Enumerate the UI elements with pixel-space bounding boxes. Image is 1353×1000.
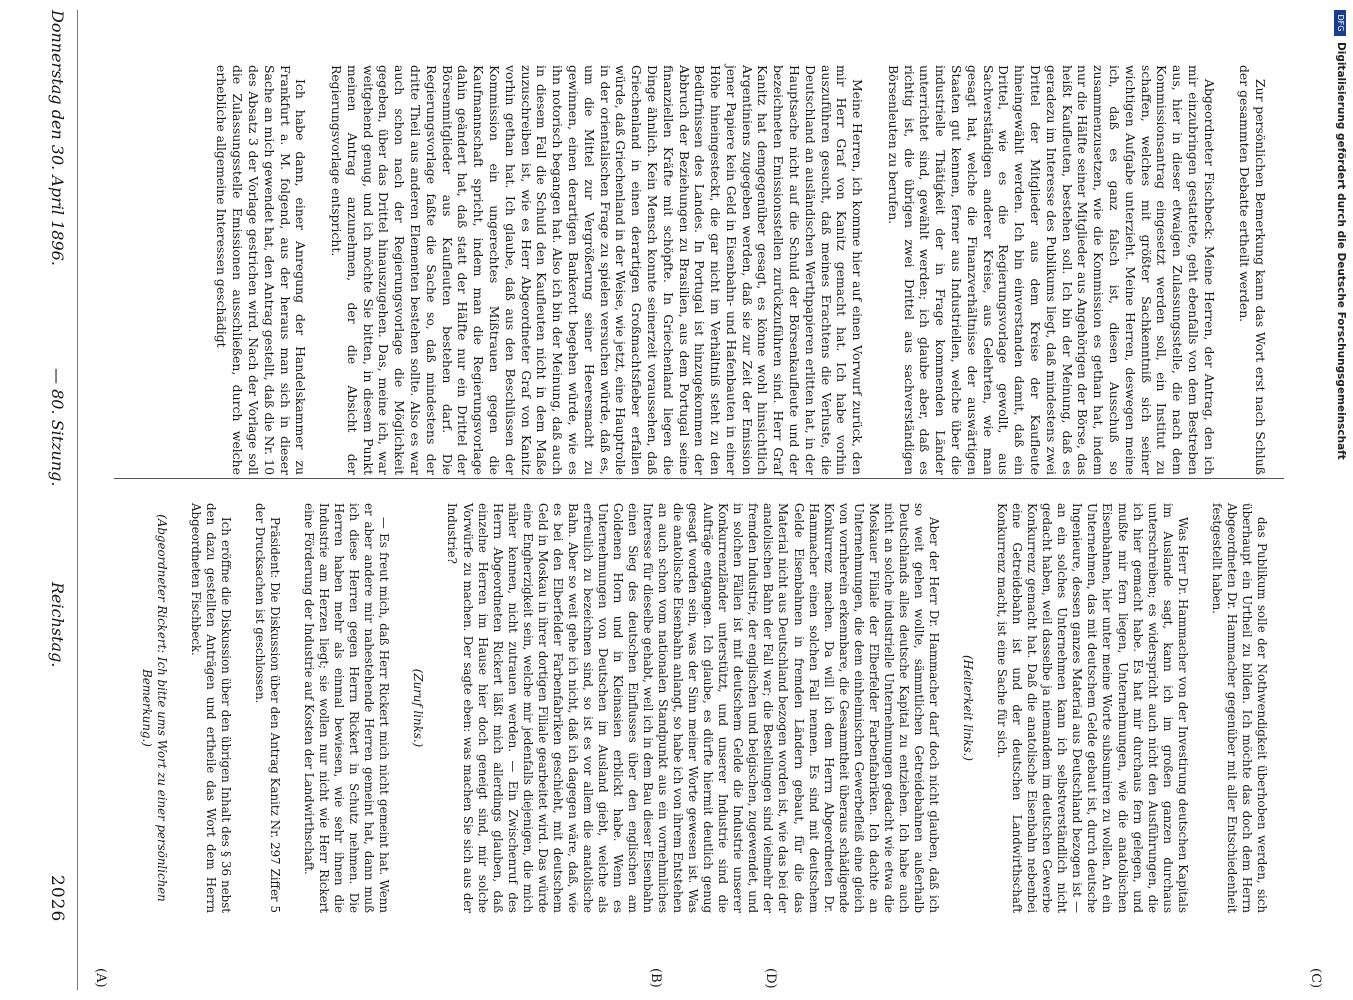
paragraph: — Es freut mich, daß Herr Rickert mich nicht gemeint hat. Wenn er aber andere mir nahestehende Herren gemeint hat, dann muß ich diese Herren gegen Herrn Rickert in Schutz nehmen. Die Herren haben mehr als einmal bewiesen, wie sehr ihnen die Industrie am Herzen liegt; sie wollen nur nicht wie Herr Rickert eine Förderung der Industrie auf Kosten der Landwirthschaft. [302, 503, 392, 913]
paragraph: Meine Herren, ich komme hier auf einen Vorwurf zurück, den mir Herr Graf von Kanitz gemacht hat. Ich habe vorhin auszuführen gesucht, daß meines Erachtens die Verluste, die Deutschland an ausländischen Werthpapieren erlitten hat, in der Hauptsache nicht auf die Schuld der Börsenkaufleute und der bezeichneten Emissionsstellen zurückzuführen sind. Herr Graf Kanitz hat demgegenüber gesagt, es könne wohl hinsichtlich Argentiniens zugegeben werden, daß sie zur Zeit der Emission jener Papiere kein Geld in Eisenbahn- und Hafenbauten in einer Höhe hineingesteckt, die gar nicht im Verhältniß steht zu den Bedürfnissen des Landes. In Portugal ist hinzugekommen der Abbruch der Beziehungen zu Brasilien, aus dem Portugal seine finanziellen Kräfte mit schöpfte. In Griechenland liegen die Dinge ähnlich. Kein Mensch konnte seinerzeit voraussehen, daß Griechenland in einen derartigen Großmachtsfieber erfallen würde, daß Griechenland in der Weise, wie jetzt, eine Hauptrolle in der orientalischen Frage zu spielen versuchen würde, daß es, um die Mittel zur Vergrößerung seiner Heeresmacht zu gewinnen, einen derartigen Bankerott begehen würde, wie es ihn notorisch begangen hat. Also ich bin der Meinung, daß auch in diesem Fall die Schuld den Kaufleuten nicht in dem Maße zuzuschreiben ist, wie es Herr Abgeordneter Graf von Kanitz vorhin gethan hat. Ich glaube, daß aus den Beschlüssen der Kommission ein ungerechtes Mißtrauen gegen die Kaufmannschaft spricht, indem man die Regierungsvorlage dahin geändert hat, daß statt der Hälfte nur ein Drittel der Börsenmitglieder aus Kaufleuten bestehen darf. Die Regierungsvorlage faßte die Sache so, daß mindestens der dritte Theil aus anderen Elementen bestehen sollte. Also es war auch schon nach der Regierungsvorlage die Möglichkeit gegeben, über das Drittel hinauszugehen. Das, meine ich, war weitgehend genug, und ich möchte Sie bitten, in diesem Punkt meinen Antrag anzunehmen, der die Absicht der Regierungsvorlage entspricht. [328, 65, 866, 475]
session-date: Donnerstag den 30. April 1896. [48, 10, 67, 266]
margin-marker-a: (A) [93, 968, 108, 988]
margin-marker-d: (D) [763, 968, 778, 989]
interjection: (Heiterkeit links.) [961, 654, 976, 762]
digitization-text: Digitalisierung gefördert durch die Deutsche Forschungsgemeinschaft [1335, 42, 1347, 460]
paragraph: das Publikum solle der Nothwendigkeit überhoben werden, sich überhaupt ein Urtheil zu bilden. Ich möchte das doch dem Herrn Abgeordneten Dr. Hammacher gegenüber mit aller Entschiedenheit festgestellt haben. [1209, 503, 1269, 913]
paragraph: Ich eröffne die Diskussion über den übrigen Inhalt des § 36 nebst den dazu gestellten Anträgen und ertheile das Wort dem Herrn Abgeordneten Fischbeck. [188, 503, 233, 913]
margin-marker-c: (C) [1308, 968, 1323, 989]
session-label: — 80. Sitzung. [48, 368, 67, 487]
digitization-note [1330, 10, 1350, 990]
column-divider [114, 478, 1284, 479]
header-rule [77, 10, 78, 990]
dfg-logo: DFG [1334, 10, 1346, 36]
page-number: 2026 [47, 875, 67, 923]
interjection: (Abgeordneter Rickert: Ich bitte ums Wort zu einer persönlichen Bemerkung.) [139, 514, 169, 902]
paragraph: Ich habe dann, einer Anregung der Handelskammer zu Frankfurt a. M. folgend, aus der heraus man sich in dieser Sache an mich gewendet hat, den Antrag gestellt, daß die Nr. 10 des Absatz 3 der Vorlage gestrichen wird. Nach der Vorlage soll die Zulassungsstelle Emissionen ausschließen, durch welche erhebliche allgemeine Interessen geschädigt [214, 65, 309, 475]
paragraph: Abgeordneter Fischbeck: Meine Herren, der Antrag, den ich mir einzubringen gestattete, geht ebenfalls von dem Bestreben aus, hier in dieser etwaigen Zulassungsstelle, die nach dem Kommissionsantrag eingesetzt werden soll, ein Institut zu schaffen, welches mit größter Sachkenntniß sich seiner wichtigen Aufgabe unterzieht. Meine Herren, deswegen meine ich, daß es ganz falsch ist, diesen Ausschuß so zusammenzusetzen, wie die Kommission es gethan hat, indem nur die Hälfte seiner Mitglieder aus Angehörigen der Börse, das heißt Kaufleuten, bestehen soll. Ich bin der Meinung, daß es geradezu im Interesse des Publikums liegt, daß mindestens zwei Drittel der Mitglieder aus dem Kreise der Kaufleute hineingewählt werden. Ich bin einverstanden damit, daß ein Drittel, wie es die Regierungsvorlage gewollt, aus Sachverständigen anderer Kreise, aus Gelehrten, wie man gesagt hat, welche die Finanzverhältnisse der auswärtigen Staaten gut kennen, ferner aus Industriellen, welche über die industrielle Thätigkeit der in Frage kommenden Länder unterrichtet sind, gewählt werden; ich glaube aber, daß es richtig ist, die übrigen zwei Drittel aus sachverständigen Börsenleuten zu berufen. [885, 65, 1217, 475]
interjection: (Zuruf links.) [411, 668, 426, 748]
right-text-column [114, 65, 1284, 475]
paragraph: Zur persönlichen Bemerkung kann das Wort erst nach Schluß der gesammten Debatte ertheilt werden. [1237, 65, 1269, 475]
margin-marker-b: (B) [648, 968, 663, 988]
publication-title: Reichstag. [48, 582, 67, 668]
paragraph: Was Herr Dr. Hammacher von der Investirung deutschen Kapitals im Auslande sagt, kann ich im großen ganzen durchaus unterschreiben; es widerspricht auch nicht den Ausführungen, die ich hier gemacht habe. Es hat mir durchaus fern gelegen, und mußte mir fern liegen, Unternehmungen, wie die anatolischen Eisenbahnen, hier unter meine Worte subsumiren zu wollen. An ein Unternehmen, das mit deutschem Gelde gebaut ist, durch deutsche Ingenieure, dessen ganzes Material aus Deutschland bezogen ist — an ein solches Unternehmen kann ich selbstverständlich nicht gedacht haben, weil dasselbe ja niemandem im deutschen Gewerbe Konkurrenz gemacht hat. Daß die anatolische Eisenbahn nebenbei eine Getreidebahn ist und der deutschen Landwirthschaft Konkurrenz macht, ist eine Sache für sich. [995, 503, 1190, 913]
paragraph: Aber der Herr Dr. Hammacher darf doch nicht glauben, daß ich so weit gehen wollte, sämmtlichen Getreidebahnen außerhalb Deutschlands alles deutsche Kapital zu entziehen. Ich habe auch nicht an solche industrielle Unternehmungen gedacht wie etwa die Moskauer Filiale der Elberfelder Farbenfabriken. Ich dachte an Unternehmungen, die dem einheimischen Gewerbefleiß eine gleich von vornherein erkennbare, die Gesammtheit überaus schädigende Konkurrenz machen. Da will ich dem Herrn Abgeordneten Dr. Hammacher einen solchen Fall nennen. Es sind mit deutschem Gelde Eisenbahnen in fremden Ländern gebaut, für die das Material nicht aus Deutschland bezogen worden ist, wie das bei der anatolischen Bahn der Fall war; die Bestellungen sind vielmehr der fremden Industrie, der englischen und belgischen, zugewendet, und in solchen Fällen ist mit deutschem Gelde die Industrie unserer Konkurrenzländer unterstützt, und unserer Industrie sind die Aufträge entgangen. Ich glaube, es dürfte hiermit deutlich genug gesagt worden sein, was der Sinn meiner Worte gewesen ist. Was die anatolische Eisenbahn anlangt, so habe ich von ihrem Entstehen an auch schon vom nationalen Standpunkt aus ein vornehmliches Interesse für dieselbe gehabt, weil ich in dem Bau dieser Eisenbahn einen Sieg des deutschen Einflusses über den englischen am Goldenen Horn und in Kleinasien erblickt habe. Wenn es Unternehmungen von Deutschen im Ausland giebt, welche als erfreulich zu bezeichnen sind, so ist es vor allem die anatolische Bahn. Aber so weit gehe ich nicht, daß ich dagegen wäre, daß, wie es bei den Elberfelder Farbenfabriken geschieht, mit deutschem Geld in Moskau in ihrer dortigen Filiale gearbeitet wird. Das würde eine Engherzigkeit sein, welche mir jedenfalls diejenigen, die mich näher kennen, nicht zutrauen werden. — Ein Zwischenruf des Herrn Abgeordneten Rickert läßt mich allerdings glauben, daß einzelne Herren im Hause hier doch geneigt sind, mir solche Vorwürfe zu machen. Der sagte eben: was machen Sie sich aus der Industrie? [445, 503, 941, 913]
left-text-column [114, 503, 1284, 913]
paragraph: Präsident: Die Diskussion über den Antrag Kanitz Nr. 297 Ziffer 5 der Drucksachen ist geschlossen. [252, 503, 282, 913]
